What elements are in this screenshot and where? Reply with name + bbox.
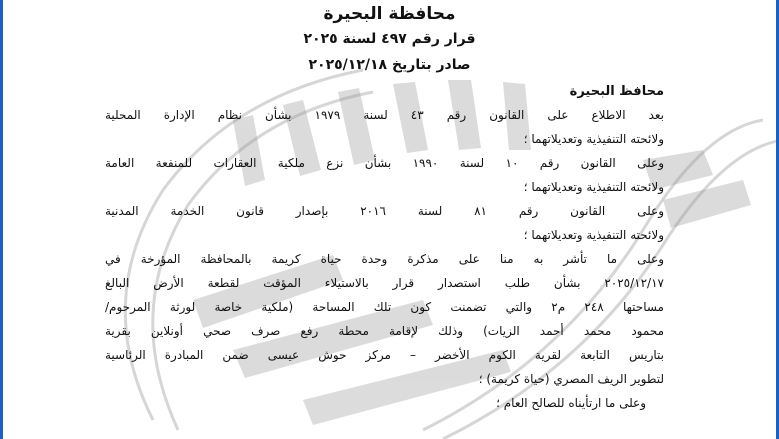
preamble-line: مساحتها ٢٤٨ م٢ والتي تضمنت كون تلك المساحة (ملكية خاصة لورثة المرحوم/ <box>105 300 664 314</box>
governor-title: محافظ البحيرة <box>569 84 664 99</box>
preamble-line: ٢٠٢٥/١٢/١٧ بشأن طلب استصدار قرار بالاستيلاء المؤقت لقطعة الأرض البالغ <box>105 276 664 290</box>
preamble-line: محمود محمد أحمد الزيات) وذلك لإقامة محطة رفع صرف صحي أونلاين بقرية <box>105 324 664 338</box>
preamble-line: ولائحته التنفيذية وتعديلاتهما ؛ <box>523 228 664 242</box>
preamble-line: وعلى ما ارتأيناه للصالح العام ؛ <box>496 396 646 410</box>
preamble-line: لتطوير الريف المصري (حياة كريمة) ؛ <box>478 372 664 386</box>
preamble-line: بعد الاطلاع على القانون رقم ٤٣ لسنة ١٩٧٩ بشأن نظام الإدارة المحلية <box>105 108 664 122</box>
decree-number: قرار رقم ٤٩٧ لسنة ٢٠٢٥ <box>303 31 476 47</box>
issue-date: صادر بتاريخ ٢٠٢٥/١٢/١٨ <box>308 57 471 73</box>
governorate-heading: محافظة البحيرة <box>323 4 456 24</box>
preamble-line: وعلى ما تأشر به منا على مذكرة وحدة حياة كريمة بالمحافظة المؤرخة في <box>105 252 664 266</box>
preamble-line: وعلى القانون رقم ٨١ لسنة ٢٠١٦ بإصدار قانون الخدمة المدنية <box>105 204 665 218</box>
preamble-line: بتاريس التابعة لقرية الكوم الأخضر – مركز حوش عيسى ضمن المبادرة الرئاسية <box>105 348 664 362</box>
preamble-line: وعلى القانون رقم ١٠ لسنة ١٩٩٠ بشأن نزع ملكية العقارات للمنفعة العامة <box>105 156 665 170</box>
preamble-line: ولائحته التنفيذية وتعديلاتهما ؛ <box>523 132 664 146</box>
preamble-line: ولائحته التنفيذية وتعديلاتهما ؛ <box>523 180 664 194</box>
